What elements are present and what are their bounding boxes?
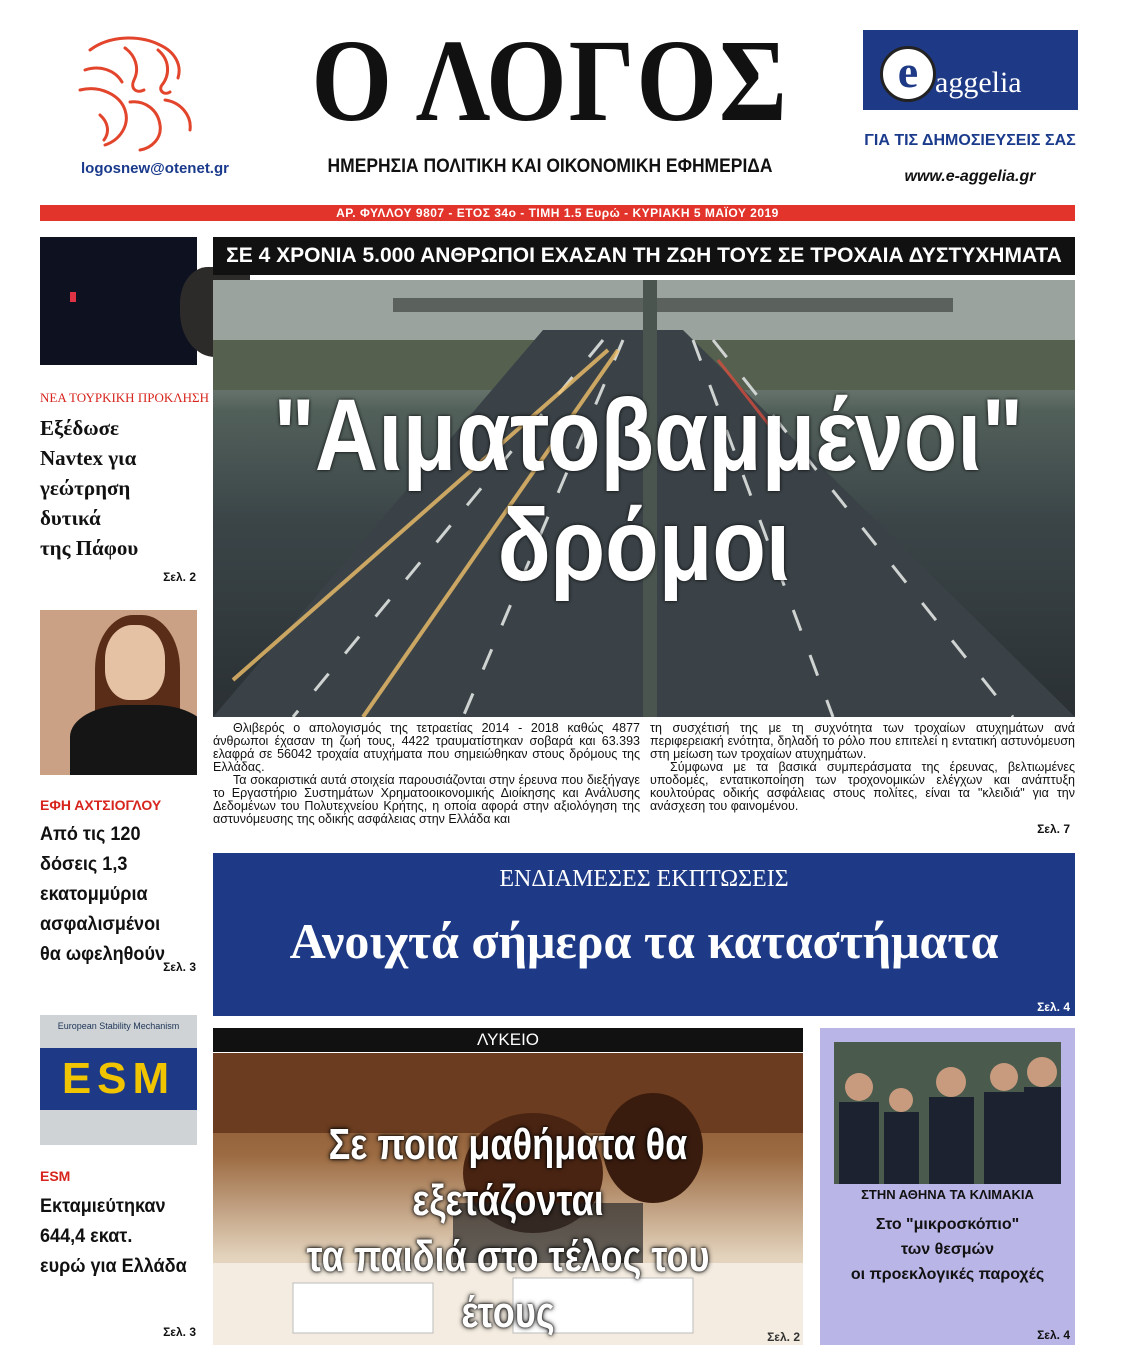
page-ref-main: Σελ. 7 <box>1037 822 1070 836</box>
masthead-logo-illustration <box>70 30 210 155</box>
main-headline[interactable] <box>273 378 1024 603</box>
headline-line: Από τις 120 <box>40 824 141 845</box>
newspaper-title: Ο ΛΟΓΟΣ <box>311 15 789 146</box>
sidebar-kicker-1: ΝΕΑ ΤΟΥΡΚΙΚΗ ΠΡΟΚΛΗΣΗ <box>40 390 209 405</box>
newspaper-subtitle: ΗΜΕΡΗΣΙΑ ΠΟΛΙΤΙΚΗ ΚΑΙ ΟΙΚΟΝΟΜΙΚΗ ΕΦΗΜΕΡΙΔΑ <box>327 156 773 177</box>
headline-line: 644,4 εκατ. <box>40 1226 133 1247</box>
sidebar-headline-3[interactable] <box>40 1192 192 1282</box>
portrait-face <box>105 625 165 700</box>
headline-line: Εκταμιεύτηκαν <box>40 1196 166 1217</box>
page-ref-lyceum: Σελ. 2 <box>767 1330 800 1344</box>
headline-line: ευρώ για Ελλάδα <box>40 1256 187 1277</box>
sale-kicker: ΕΝΔΙΑΜΕΣΕΣ ΕΚΠΤΩΣΕΙΣ <box>499 866 789 892</box>
lyceum-headline-line-1: Σε ποια μαθήματα θα εξετάζονται <box>328 1120 688 1225</box>
sidebar-kicker-3: ESM <box>40 1168 71 1184</box>
page-ref-3: Σελ. 3 <box>163 1325 196 1339</box>
portrait-photo <box>40 610 197 775</box>
headline-line: γεώτρηση <box>40 476 131 500</box>
esm-caption: European Stability Mechanism <box>57 1021 180 1031</box>
sidebar-kicker-2: ΕΦΗ ΑΧΤΣΙΟΓΛΟΥ <box>40 797 162 813</box>
article-column-right <box>650 722 1075 813</box>
officials-photo <box>834 1042 1061 1184</box>
paragraph: Τα σοκαριστικά αυτά στοιχεία παρουσιάζονται στην έρευνα που διεξήγαγε το Εργαστήριο Συστημάτων Χρηματοοικονομικής Διοίκησης και Ανάλυσης Δεδομένων του Πολυτεχνείου Κρήτης, η οποία αφορά στην αξιολόγηση της αστυνόμευσης της οδικής ασφάλειας στην Ελλάδα και <box>213 773 640 826</box>
headline-line: Navtex για <box>40 446 137 470</box>
headline-line: Στο "μικροσκόπιο" <box>875 1216 1020 1233</box>
headline-line: των θεσμών <box>901 1241 994 1258</box>
sidebar-headline-2[interactable] <box>40 820 192 970</box>
issue-info-bar: ΑΡ. ΦΥΛΛΟΥ 9807 - ΕΤΟΣ 34ο - ΤΙΜΗ 1.5 Ευρώ - ΚΥΡΙΑΚΗ 5 ΜΑΪΟΥ 2019 <box>40 205 1075 221</box>
paragraph: τη συσχέτισή της με τη συχνότητα των τροχαίων ατυχημάτων ανά περιφερειακή ενότητα, δηλαδή το ρόλο που επιτελεί η εντατική αστυνόμευση στη μείωση των τροχαίων ατυχημάτων. <box>650 721 1075 761</box>
paragraph: Θλιβερός ο απολογισμός της τετραετίας 2014 - 2018 καθώς 4877 άνθρωποι έχασαν τη ζωή τους, 4422 τραυματίστηκαν σοβαρά και 63.393 ελαφρά σε 56042 τροχαία ατυχήματα που σημειώθηκαν στους δρόμους της Ελλάδας. <box>213 721 640 774</box>
main-story-banner: ΣΕ 4 ΧΡΟΝΙΑ 5.000 ΑΝΘΡΩΠΟΙ ΕΧΑΣΑΝ ΤΗ ΖΩΗ ΤΟΥΣ ΣΕ ΤΡΟΧΑΙΑ ΔΥΣΤΥΧΗΜΑΤΑ <box>213 237 1075 275</box>
klimakia-headline[interactable] <box>820 1212 1075 1287</box>
eaggelia-url[interactable]: www.e-aggelia.gr <box>904 168 1036 185</box>
main-headline-line-1: "Αιματοβαμμένοι" <box>273 378 1024 492</box>
headline-line: ασφαλισμένοι <box>40 914 161 935</box>
headline-line: θα ωφεληθούν <box>40 944 165 965</box>
map-photo <box>40 237 197 365</box>
page-ref-2: Σελ. 3 <box>163 960 196 974</box>
sidebar-headline-1[interactable] <box>40 413 200 563</box>
lyceum-kicker-bar: ΛΥΚΕΙΟ <box>213 1028 803 1052</box>
article-column-left <box>213 722 640 826</box>
headline-line: δυτικά <box>40 506 101 530</box>
klimakia-kicker: ΣΤΗΝ ΑΘΗΝΑ ΤΑ ΚΛΙΜΑΚΙΑ <box>861 1187 1034 1202</box>
eaggelia-tagline: ΓΙΑ ΤΙΣ ΔΗΜΟΣΙΕΥΣΕΙΣ ΣΑΣ <box>864 132 1076 149</box>
officials-illustration <box>834 1042 1061 1184</box>
page-ref-1: Σελ. 2 <box>163 570 196 584</box>
headline-line: Εξέδωσε <box>40 416 119 440</box>
headline-line: οι προεκλογικές παροχές <box>850 1266 1045 1283</box>
lyceum-headline[interactable] <box>266 1117 750 1341</box>
drill-marker-icon <box>70 292 76 302</box>
headline-line: της Πάφου <box>40 536 139 560</box>
lyceum-headline-line-2: τα παιδιά στο τέλος του έτους <box>306 1232 710 1337</box>
esm-photo <box>40 1015 197 1145</box>
sale-headline: Ανοιχτά σήμερα τα καταστήματα <box>289 913 999 969</box>
headline-line: δόσεις 1,3 <box>40 854 128 875</box>
headline-line: εκατομμύρια <box>40 884 148 905</box>
eaggelia-logo-icon: e <box>880 46 936 102</box>
page-ref-sale: Σελ. 4 <box>1037 1000 1070 1014</box>
main-headline-line-2: δρόμοι <box>497 488 791 603</box>
esm-logo-icon: ESM <box>40 1048 197 1110</box>
page-ref-klimakia: Σελ. 4 <box>1037 1328 1070 1342</box>
logo-faces-icon <box>70 30 210 155</box>
paragraph: Σύμφωνα με τα βασικά συμπεράσματα της έρευνας, βελτιωμένες υποδομές, εντατικοποίηση των τροχονομικών ελέγχων και ανάπτυξη κουλτούρας οδικής ασφάλειας στους πολίτες, είναι τα "κλειδιά" για την ανάσχεση του φαινομένου. <box>650 760 1075 813</box>
portrait-dress <box>70 705 197 775</box>
contact-email[interactable]: logosnew@otenet.gr <box>81 160 229 177</box>
eaggelia-logo-word: aggelia <box>935 66 1022 99</box>
